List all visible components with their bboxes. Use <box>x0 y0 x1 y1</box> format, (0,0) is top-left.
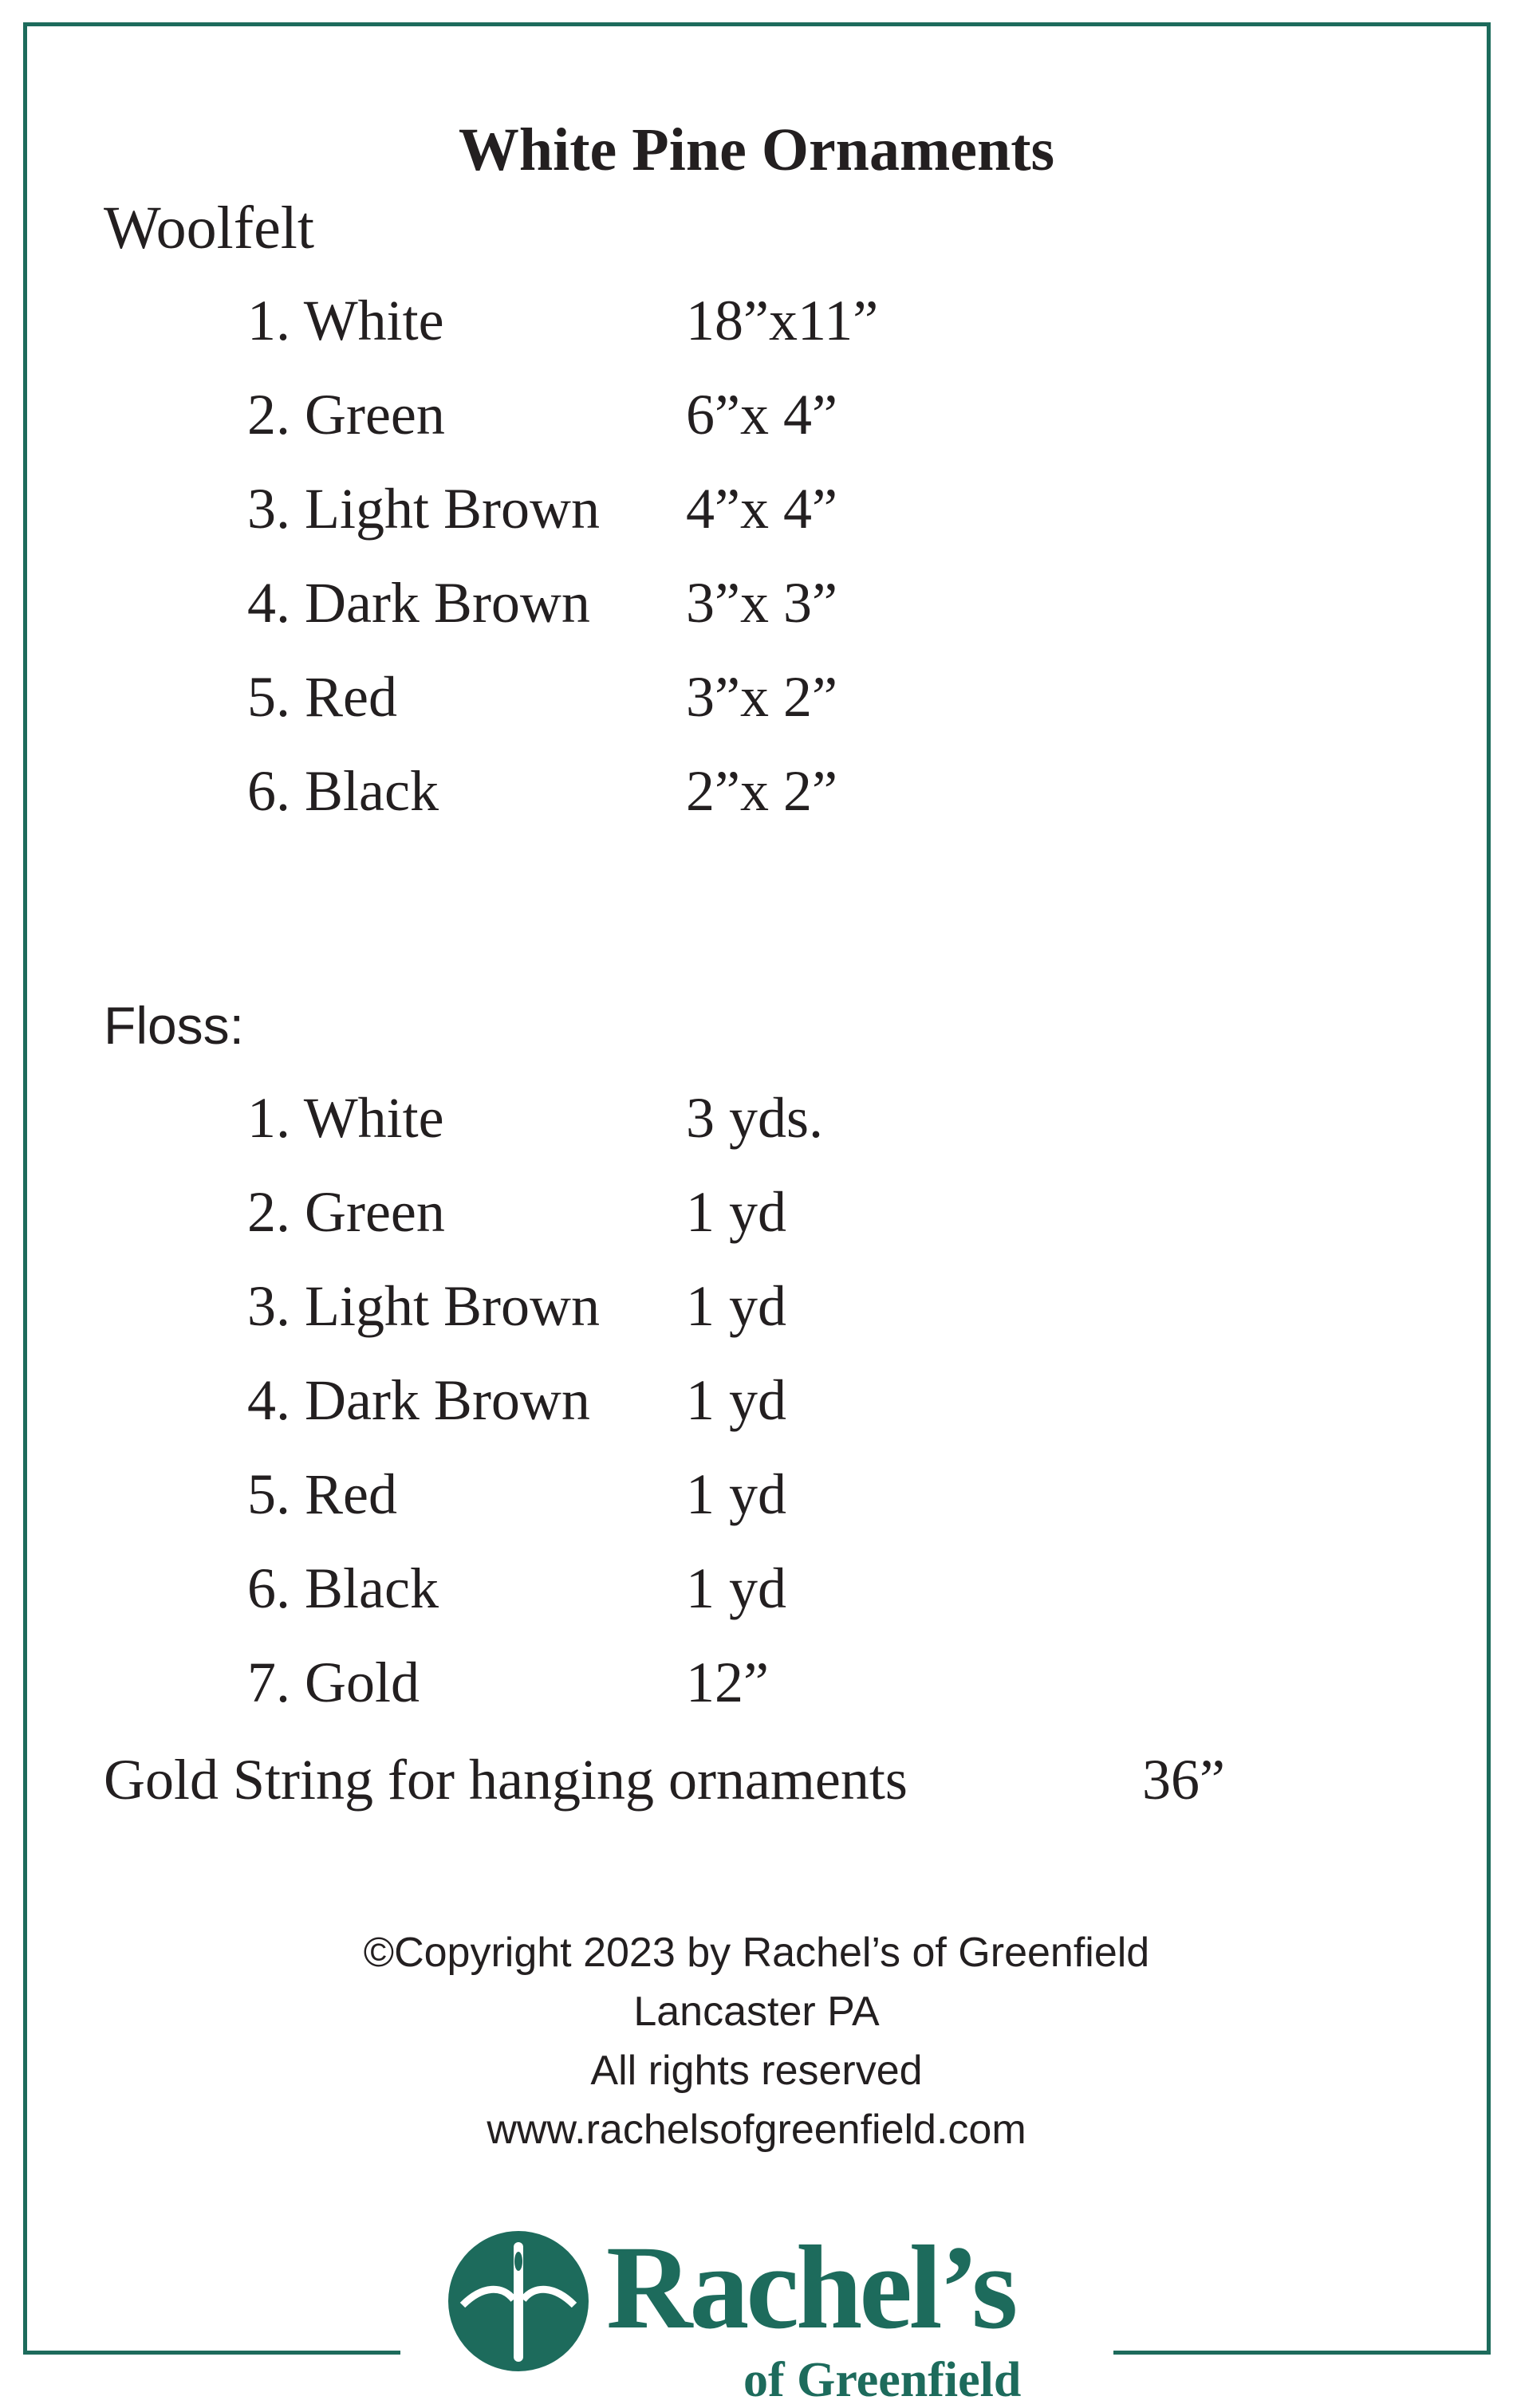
needle-thread-icon <box>447 2229 590 2373</box>
item-amount: 3”x 2” <box>686 665 837 729</box>
gold-string-row <box>104 1740 1300 1820</box>
floss-item <box>247 1360 1204 1440</box>
item-amount: 1 yd <box>686 1556 786 1620</box>
floss-item <box>247 1266 1204 1346</box>
woolfelt-item <box>247 751 1204 831</box>
item-amount: 1 yd <box>686 1368 786 1432</box>
location-text: Lancaster PA <box>633 1989 880 2035</box>
border-bottom-right <box>1113 2351 1491 2355</box>
woolfelt-item <box>247 657 1204 737</box>
item-name: 1. White <box>247 289 444 352</box>
item-name: 6. Black <box>247 1556 439 1620</box>
logo-wordmark: Rachel’s <box>606 2221 1015 2354</box>
floss-item <box>247 1078 1204 1158</box>
item-amount: 4”x 4” <box>686 477 837 541</box>
copyright-text: ©Copyright 2023 by Rachel’s of Greenfield <box>363 1930 1150 1976</box>
woolfelt-item <box>247 563 1204 643</box>
border-top <box>23 22 1491 26</box>
item-amount: 12” <box>686 1651 769 1714</box>
floss-item <box>247 1548 1204 1628</box>
gold-string-amount: 36” <box>1142 1748 1225 1812</box>
website-link[interactable]: www.rachelsofgreenfield.com <box>487 2107 1026 2153</box>
woolfelt-item <box>247 375 1204 454</box>
floss-item <box>247 1454 1204 1534</box>
item-name: 2. Green <box>247 383 445 447</box>
item-amount: 2”x 2” <box>686 759 837 823</box>
item-amount: 3 yds. <box>686 1086 824 1150</box>
woolfelt-heading: Woolfelt <box>104 195 315 262</box>
item-amount: 18”x11” <box>686 289 879 352</box>
item-name: 2. Green <box>247 1180 445 1244</box>
brand-logo <box>447 2221 1069 2407</box>
woolfelt-item <box>247 469 1204 549</box>
rights-text: All rights reserved <box>590 2048 923 2094</box>
item-amount: 3”x 3” <box>686 571 837 635</box>
item-name: 3. Light Brown <box>247 1274 600 1338</box>
floss-heading: Floss: <box>104 996 245 1055</box>
item-name: 7. Gold <box>247 1651 420 1714</box>
item-name: 1. White <box>247 1086 444 1150</box>
item-name: 5. Red <box>247 665 397 729</box>
border-bottom-left <box>23 2351 400 2355</box>
item-amount: 6”x 4” <box>686 383 837 447</box>
logo-subtitle: of Greenfield <box>743 2353 1022 2407</box>
item-name: 3. Light Brown <box>247 477 600 541</box>
floss-item <box>247 1172 1204 1252</box>
item-name: 5. Red <box>247 1462 397 1526</box>
item-name: 4. Dark Brown <box>247 571 590 635</box>
item-amount: 1 yd <box>686 1274 786 1338</box>
item-name: 4. Dark Brown <box>247 1368 590 1432</box>
item-amount: 1 yd <box>686 1462 786 1526</box>
woolfelt-item <box>247 281 1204 360</box>
floss-item <box>247 1643 1204 1722</box>
item-name: 6. Black <box>247 759 439 823</box>
gold-string-label: Gold String for hanging ornaments <box>104 1748 908 1812</box>
item-amount: 1 yd <box>686 1180 786 1244</box>
page-title: White Pine Ornaments <box>458 116 1055 183</box>
